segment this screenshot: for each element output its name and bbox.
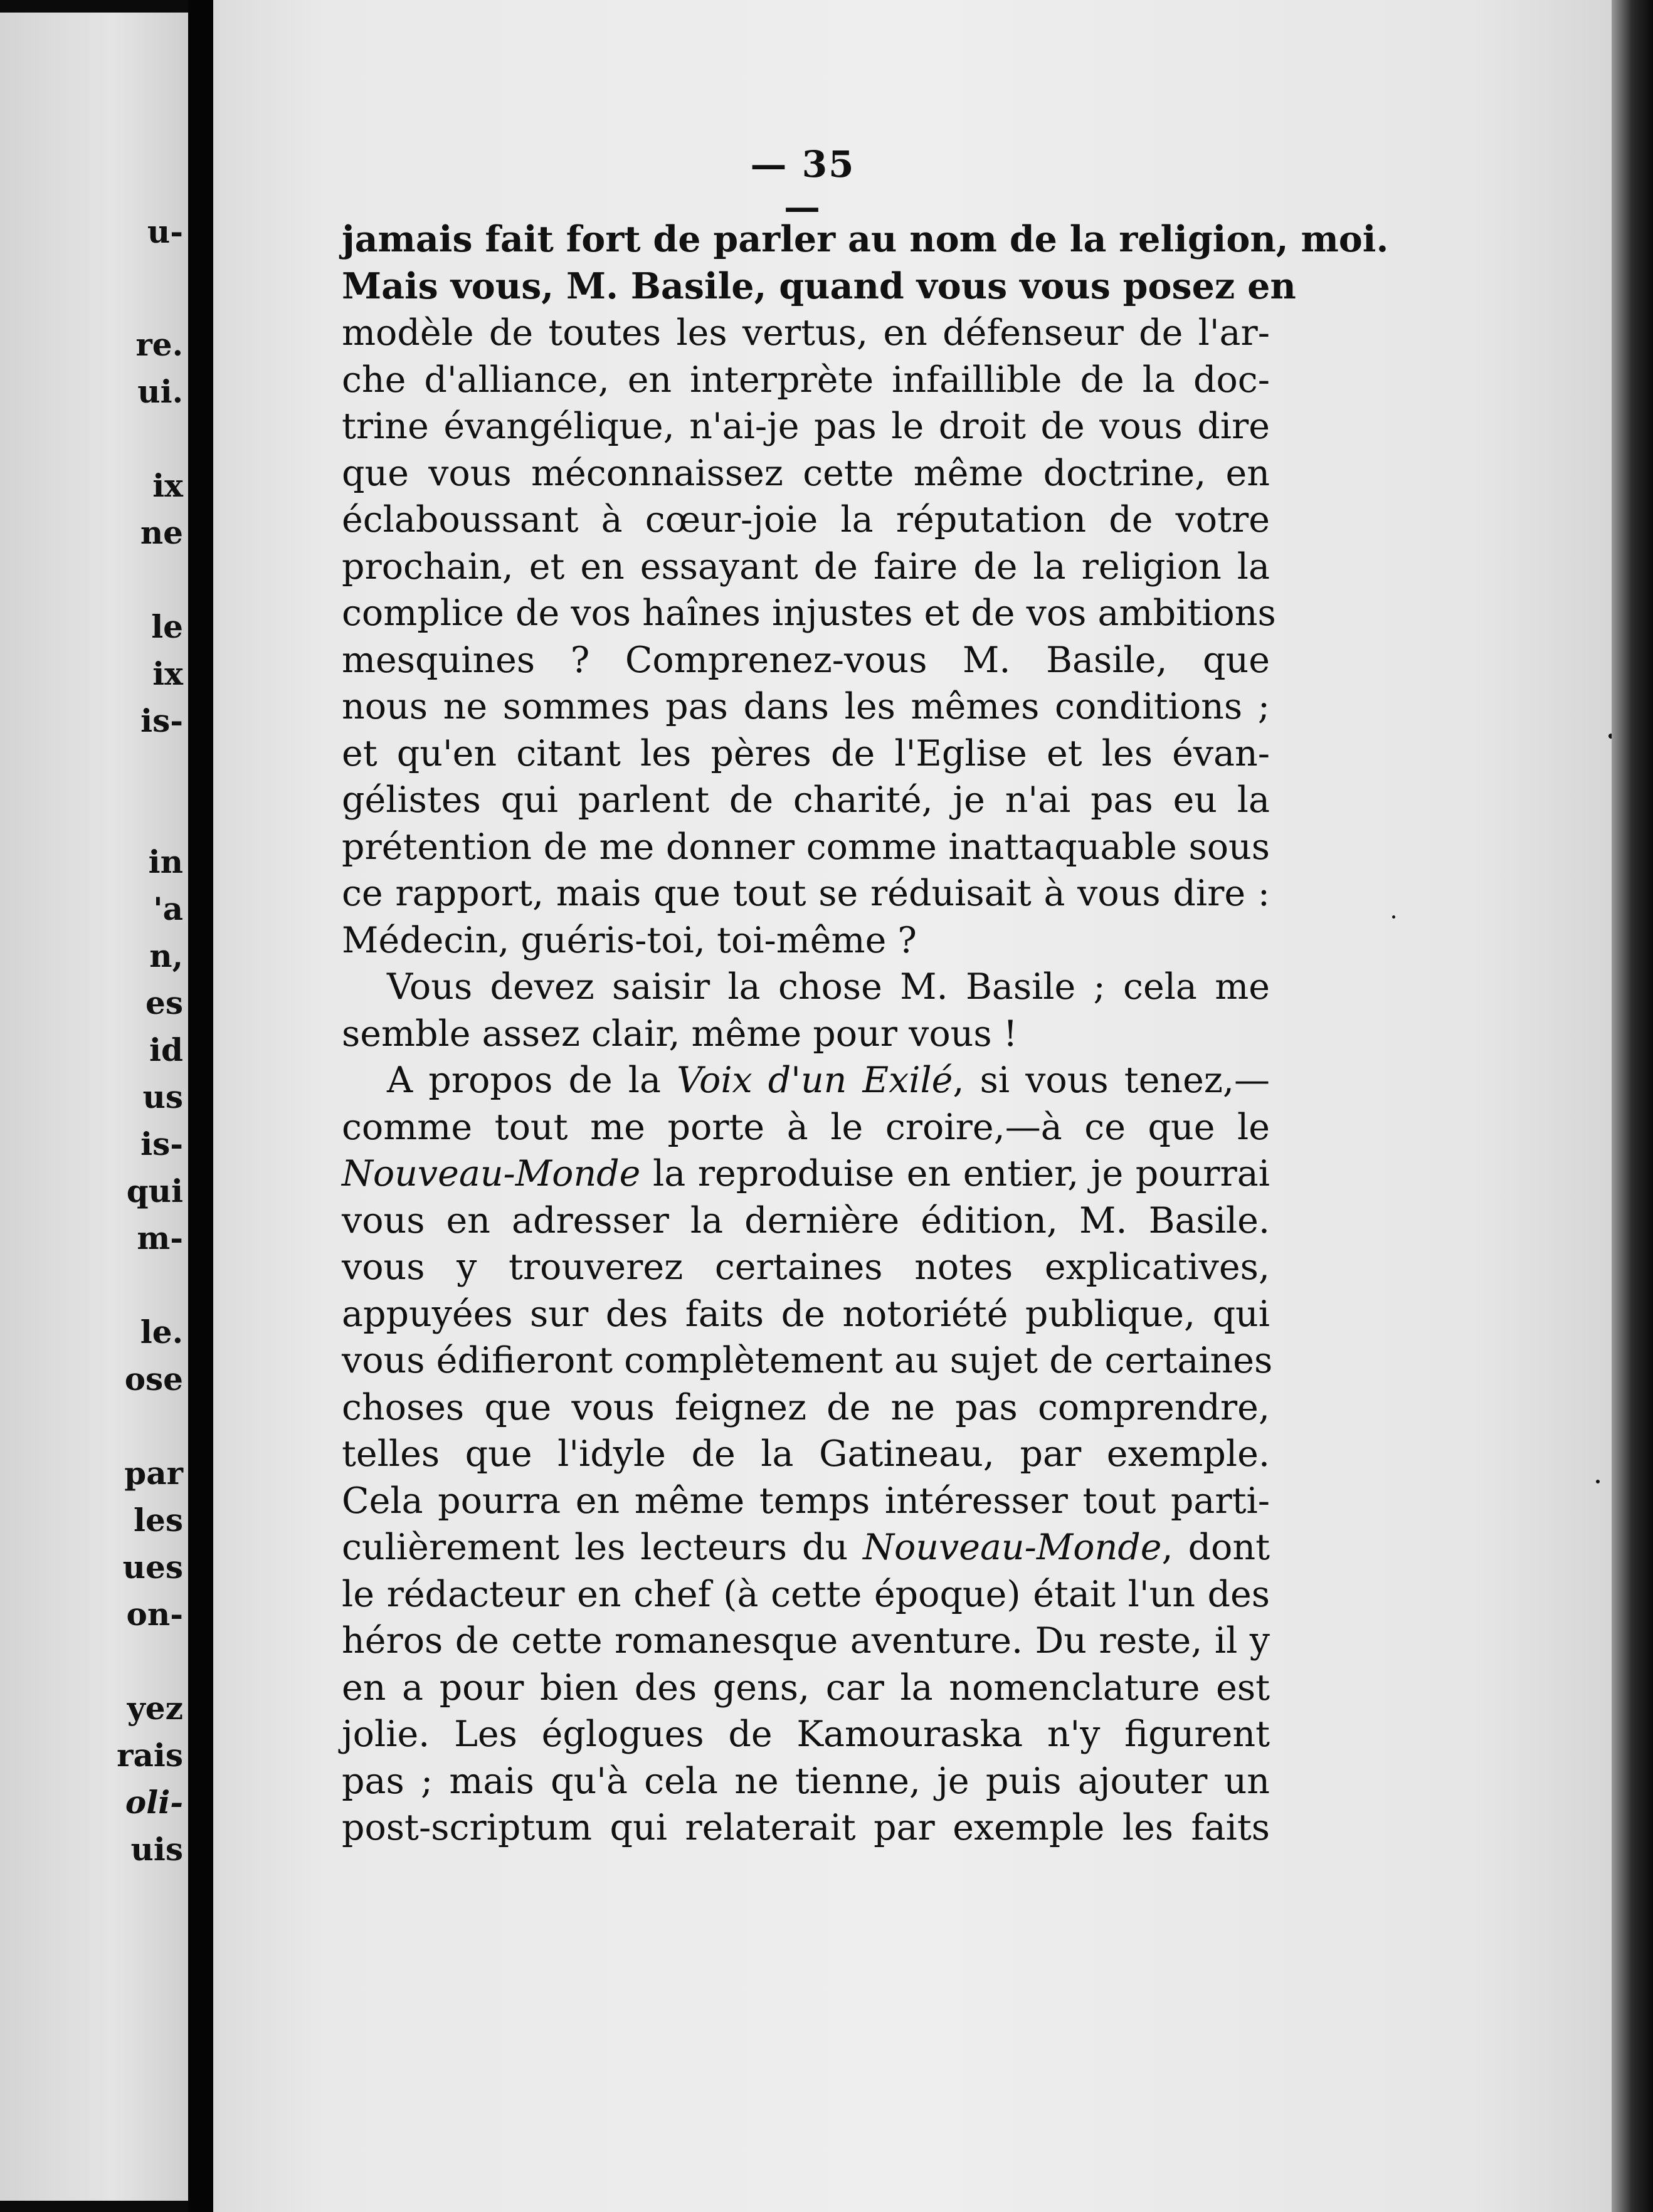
left-fragment: uis bbox=[130, 1831, 183, 1868]
left-fragment: in bbox=[148, 843, 183, 880]
text-line: jolie. Les églogues de Kamouraska n'y figurent bbox=[342, 1714, 1270, 1755]
text-line: modèle de toutes les vertus, en défenseur de l'ar- bbox=[342, 312, 1270, 354]
left-fragment: ui. bbox=[137, 373, 183, 410]
left-fragment: u- bbox=[147, 213, 183, 250]
ink-speck bbox=[1596, 1480, 1600, 1483]
left-fragment: re. bbox=[135, 326, 183, 363]
left-fragment: ues bbox=[122, 1549, 183, 1586]
text-run: A propos de la bbox=[387, 1060, 677, 1101]
text-line: nous ne sommes pas dans les mêmes conditions ; bbox=[342, 686, 1270, 727]
left-fragment: m- bbox=[137, 1219, 183, 1256]
italic-title-voix: Voix d'un Exilé bbox=[677, 1060, 953, 1101]
text-line: trine évangélique, n'ai-je pas le droit de vous dire bbox=[342, 406, 1270, 447]
text-line: vous y trouverez certaines notes explicatives, bbox=[342, 1246, 1270, 1288]
ink-speck bbox=[1392, 915, 1395, 919]
text-line: post-scriptum qui relaterait par exemple les faits bbox=[342, 1807, 1270, 1848]
book-gutter bbox=[188, 0, 213, 2212]
text-line: vous en adresser la dernière édition, M. Basile. bbox=[342, 1199, 1270, 1241]
text-line: complice de vos haînes injustes et de vos ambitions bbox=[342, 592, 1276, 634]
text-line: semble assez clair, même pour vous ! bbox=[342, 1013, 1018, 1055]
left-fragment: le bbox=[151, 608, 183, 645]
left-fragment: is- bbox=[140, 1125, 183, 1162]
right-page-edge bbox=[1612, 0, 1653, 2212]
body-text bbox=[342, 216, 1389, 1851]
text-line: telles que l'idyle de la Gatineau, par exemple. bbox=[342, 1433, 1270, 1475]
text-line: appuyées sur des faits de notoriété publique, qui bbox=[342, 1293, 1270, 1335]
left-fragment: is- bbox=[140, 702, 183, 739]
text-line: choses que vous feignez de ne pas comprendre, bbox=[342, 1386, 1270, 1428]
left-fragment: ix bbox=[152, 467, 183, 504]
left-fragment: yez bbox=[127, 1690, 183, 1727]
text-line: le rédacteur en chef (à cette époque) était l'un des bbox=[342, 1573, 1270, 1615]
left-fragment: on- bbox=[126, 1596, 183, 1633]
left-fragment: ix bbox=[152, 655, 183, 692]
text-line: pas ; mais qu'à cela ne tienne, je puis ajouter un bbox=[342, 1760, 1270, 1802]
left-fragment: 'a bbox=[153, 890, 183, 927]
italic-title-nouveau-monde: Nouveau-Monde bbox=[863, 1527, 1162, 1568]
text-line: prochain, et en essayant de faire de la religion la bbox=[342, 545, 1270, 587]
left-fragment: ose bbox=[124, 1361, 183, 1398]
text-line: en a pour bien des gens, car la nomenclature est bbox=[342, 1667, 1270, 1709]
text-line: Médecin, guéris-toi, toi-même ? bbox=[342, 919, 917, 961]
left-fragment: es bbox=[145, 984, 183, 1021]
text-run: , si vous tenez,— bbox=[953, 1060, 1270, 1101]
text-line: Vous devez saisir la chose M. Basile ; cela me bbox=[387, 966, 1270, 1008]
left-fragment: us bbox=[142, 1078, 183, 1115]
text-run: , dont bbox=[1161, 1527, 1270, 1568]
text-line: éclaboussant à cœur-joie la réputation de votre bbox=[342, 499, 1270, 540]
text-line: héros de cette romanesque aventure. Du reste, il y bbox=[342, 1620, 1270, 1662]
left-fragment: rais bbox=[117, 1737, 183, 1774]
text-run: culièrement les lecteurs du bbox=[342, 1527, 863, 1568]
text-line: comme tout me porte à le croire,—à ce que le bbox=[342, 1106, 1270, 1148]
text-line: et qu'en citant les pères de l'Eglise et les évan- bbox=[342, 732, 1270, 774]
italic-title-nouveau-monde: Nouveau-Monde bbox=[342, 1153, 641, 1194]
text-line: che d'alliance, en interprète infaillible de la doc- bbox=[342, 359, 1270, 401]
left-fragment: id bbox=[149, 1031, 183, 1068]
left-fragment: n, bbox=[149, 937, 183, 974]
left-fragment: oli- bbox=[125, 1784, 183, 1821]
left-fragment: ne bbox=[140, 514, 183, 551]
left-fragment: par bbox=[124, 1455, 183, 1492]
text-line bbox=[342, 1057, 1270, 1104]
text-line: gélistes qui parlent de charité, je n'ai pas eu la bbox=[342, 779, 1270, 821]
left-fragment: qui bbox=[126, 1172, 183, 1209]
text-line: que vous méconnaissez cette même doctrine, en bbox=[342, 452, 1270, 494]
text-line: Mais vous, M. Basile, quand vous vous posez en bbox=[342, 265, 1296, 307]
left-fragment: les bbox=[134, 1502, 183, 1539]
text-line: ce rapport, mais que tout se réduisait à vous dire : bbox=[342, 873, 1270, 914]
text-line bbox=[342, 1151, 1270, 1198]
text-run: la reproduise en entier, je pourrai bbox=[640, 1153, 1270, 1194]
text-line: Cela pourra en même temps intéresser tout parti- bbox=[342, 1480, 1270, 1522]
text-line: jamais fait fort de parler au nom de la religion, moi. bbox=[342, 218, 1389, 260]
text-line: vous édifieront complètement au sujet de certaines bbox=[342, 1340, 1273, 1381]
page-number: — 35 — bbox=[750, 143, 855, 228]
text-line: prétention de me donner comme inattaquable sous bbox=[342, 826, 1270, 868]
facing-page-left bbox=[0, 13, 188, 2201]
left-fragment: le. bbox=[140, 1314, 183, 1351]
text-line bbox=[342, 1524, 1270, 1571]
text-line: mesquines ? Comprenez-vous M. Basile, que bbox=[342, 639, 1270, 681]
